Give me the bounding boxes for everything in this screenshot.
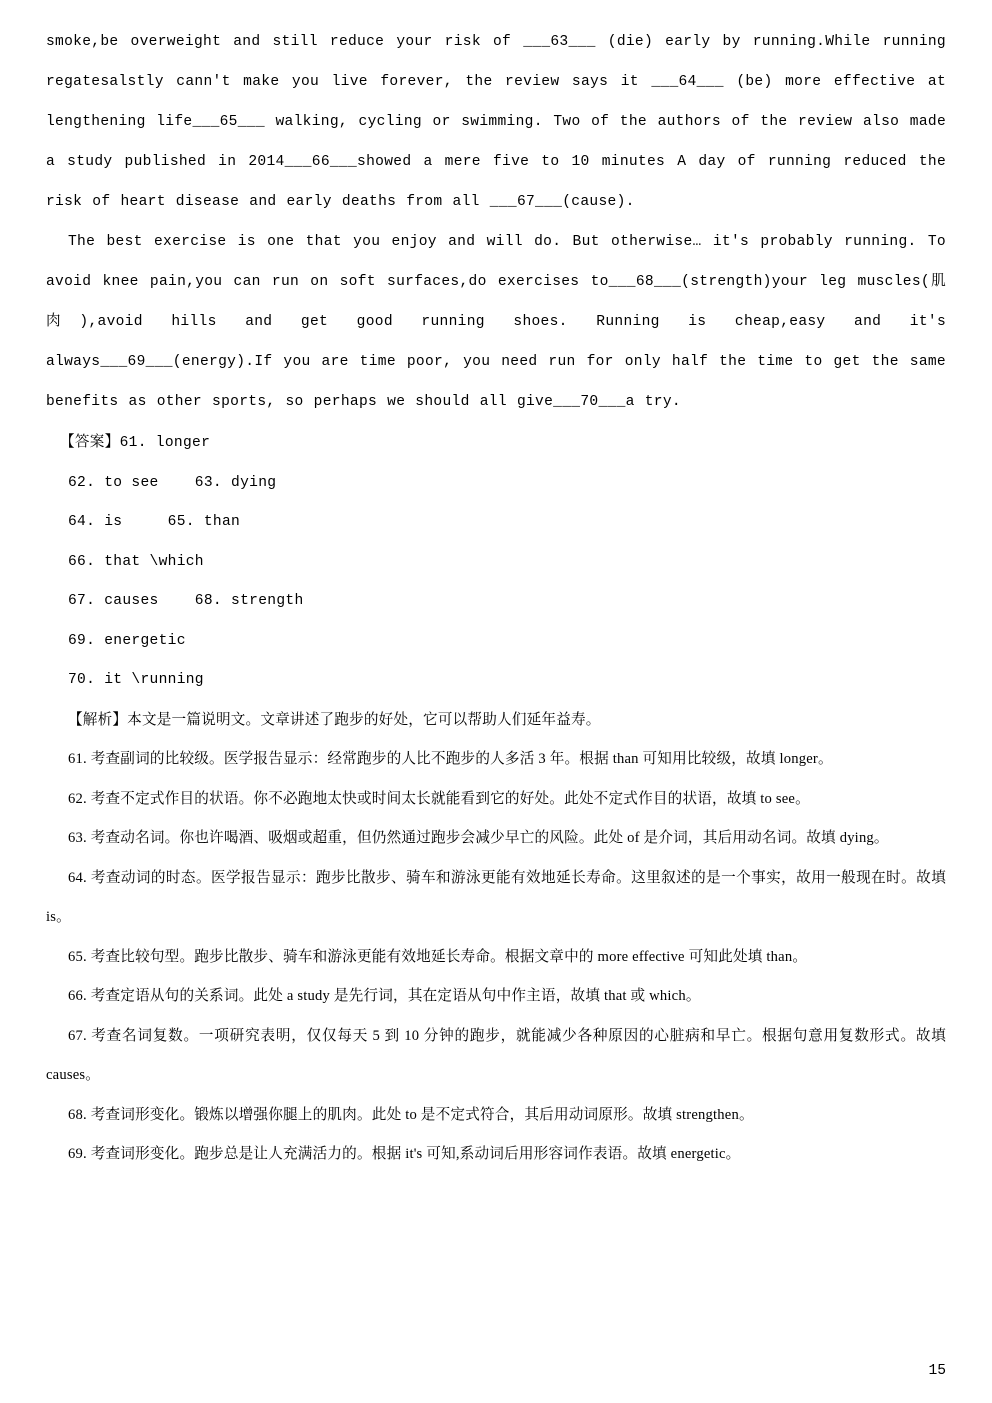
analysis-item: 63. 考查动名词。你也许喝酒、吸烟或超重，但仍然通过跑步会减少早亡的风险。此处 of 是介词，其后用动名词。故填 dying。 <box>68 830 889 846</box>
analysis-item: 67. 考查名词复数。一项研究表明，仅仅每天 5 到 10 分钟的跑步，就能减少各种原因的心脏病和早亡。根据句意用复数形式。故填 causes。 <box>46 1027 946 1083</box>
analysis-item: 65. 考查比较句型。跑步比散步、骑车和游泳更能有效地延长寿命。根据文章中的 more effective 可知此处填 than。 <box>68 948 808 965</box>
analysis-intro: 【解析】本文是一篇说明文。文章讲述了跑步的好处，它可以帮助人们延年益寿。 <box>68 711 601 728</box>
cloze-paragraph-1: smoke,be overweight and still reduce your risk of ___63___ (die) early by running.While running regatesalstly cann't make you live forever, the review says it ___64___ (be) more effective at lengthening life___65___ walking, cycling or swimming. Two of the authors of the review also made a study published in 2014___66___showed a mere five to 10 minutes A day of running reduced the risk of heart disease and early deaths from all ___67___(cause). <box>46 34 946 210</box>
analysis-item: 62. 考查不定式作目的状语。你不必跑地太快或时间太长就能看到它的好处。此处不定式作目的状语，故填 to see。 <box>68 790 810 807</box>
analysis-item: 66. 考查定语从句的关系词。此处 a study 是先行词，其在定语从句中作主语，故填 that 或 which。 <box>68 988 701 1004</box>
analysis-item: 69. 考查词形变化。跑步总是让人充满活力的。根据 it's 可知,系动词后用形容词作表语。故填 energetic。 <box>68 1146 741 1162</box>
answer-line: 67. causes 68. strength <box>68 593 304 609</box>
answer-line: 69. energetic <box>68 632 186 649</box>
analysis-item: 64. 考查动词的时态。医学报告显示：跑步比散步、骑车和游泳更能有效地延长寿命。这里叙述的是一个事实，故用一般现在时。故填 is。 <box>46 869 946 925</box>
page-number: 15 <box>928 1363 946 1379</box>
analysis-item: 61. 考查副词的比较级。医学报告显示：经常跑步的人比不跑步的人多活 3 年。根据 than 可知用比较级，故填 longer。 <box>68 751 833 767</box>
answer-line: 62. to see 63. dying <box>68 474 277 491</box>
answer-line: 【答案】61. longer <box>60 435 211 451</box>
answer-line: 66. that \which <box>68 553 204 570</box>
analysis-item: 68. 考查词形变化。锻炼以增强你腿上的肌肉。此处 to 是不定式符合，其后用动词原形。故填 strengthen。 <box>68 1106 754 1123</box>
answer-line: 70. it \running <box>68 672 204 688</box>
answer-line: 64. is 65. than <box>68 514 241 530</box>
analysis-block <box>46 701 946 1175</box>
answer-key-block <box>46 424 946 701</box>
cloze-paragraph-2: The best exercise is one that you enjoy and will do. But otherwise… it's probably running. To avoid knee pain,you can run on soft surfaces,do exercises to___68___(strength)your leg muscles(肌肉),avoid hills and get good running shoes. Running is cheap,easy and it's always___69___(energy).If you are time poor, you need run for only half the time to get the same benefits as other sports, so perhaps we should all give___70___a try. <box>46 234 946 410</box>
